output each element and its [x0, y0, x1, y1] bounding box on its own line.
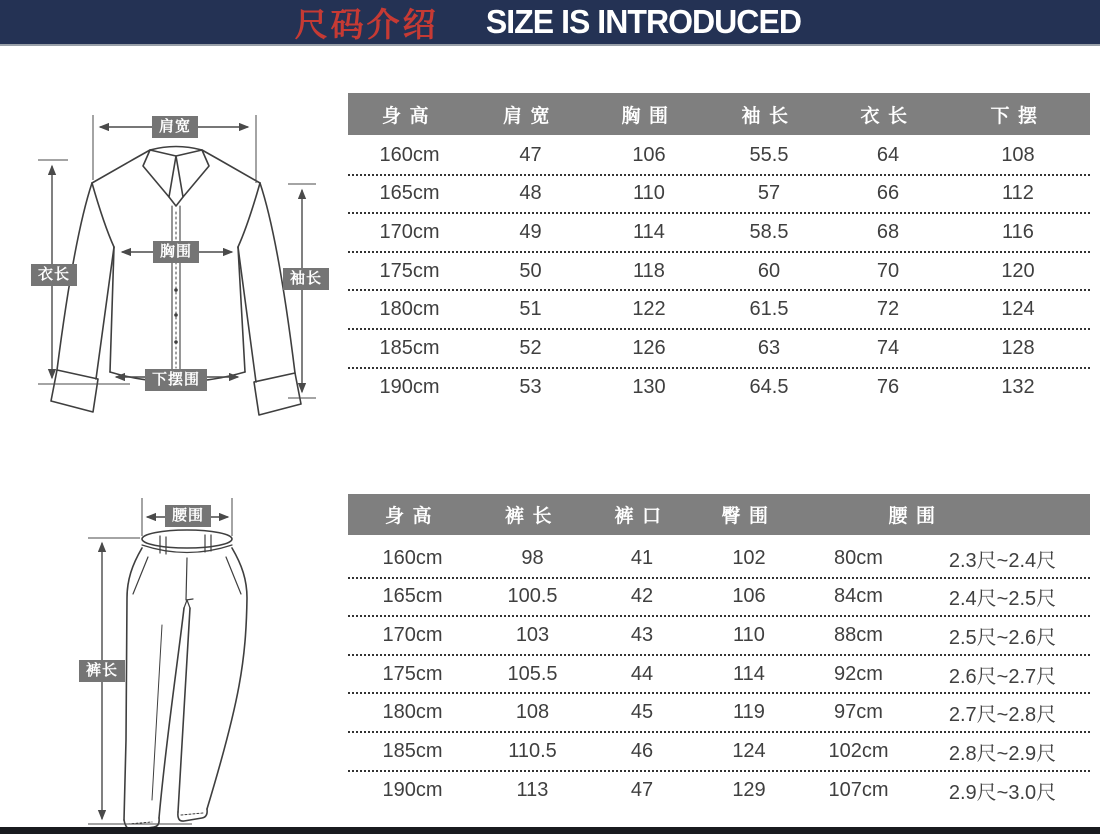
column-header-length: 衣长 [860, 105, 916, 127]
table-cell: 175cm [379, 259, 440, 282]
table-cell: 165cm [382, 585, 443, 608]
pants-table-header [348, 494, 1090, 535]
table-cell: 118 [633, 259, 665, 282]
table-cell: 46 [630, 739, 654, 762]
table-cell: 2.5尺~2.6尺 [948, 626, 1057, 649]
table-cell: 61.5 [749, 298, 789, 321]
table-cell: 110 [733, 623, 765, 646]
table-cell: 47 [630, 779, 654, 802]
table-cell: 42 [630, 585, 654, 608]
table-cell: 107cm [828, 779, 889, 802]
table-cell: 102 [732, 546, 766, 569]
table-cell: 97cm [834, 701, 883, 724]
table-cell: 105.5 [507, 662, 558, 685]
table-row [348, 176, 1090, 215]
table-cell: 52 [519, 336, 542, 359]
table-row [348, 253, 1090, 292]
table-cell: 110 [633, 182, 665, 205]
table-cell: 170cm [382, 623, 443, 646]
table-cell: 80cm [834, 546, 883, 569]
table-cell: 110.5 [508, 739, 557, 762]
table-row [348, 656, 1090, 695]
table-cell: 106 [632, 143, 666, 166]
table-cell: 48 [519, 182, 542, 205]
shirt-table-header [348, 93, 1090, 135]
table-cell: 45 [630, 701, 654, 724]
table-cell: 124 [732, 739, 766, 762]
banner-title-chinese: 尺码介绍 [294, 5, 439, 43]
table-cell: 64 [876, 143, 900, 166]
table-cell: 106 [732, 585, 766, 608]
table-cell: 185cm [382, 739, 443, 762]
table-cell: 55.5 [749, 143, 789, 166]
table-cell: 160cm [382, 546, 443, 569]
table-cell: 64.5 [749, 376, 789, 399]
pants-table-rows [348, 540, 1090, 810]
pants-size-table [348, 494, 1090, 810]
table-cell: 124 [1001, 298, 1035, 321]
table-cell: 185cm [379, 336, 440, 359]
table-row [348, 540, 1090, 579]
waist-label: 腰围 [165, 505, 211, 527]
table-row [348, 772, 1090, 811]
table-cell: 70 [876, 259, 900, 282]
table-cell: 2.8尺~2.9尺 [948, 742, 1057, 765]
table-cell: 120 [1001, 259, 1035, 282]
table-cell: 130 [632, 376, 666, 399]
table-cell: 108 [1001, 143, 1035, 166]
table-cell: 108 [515, 701, 550, 724]
table-cell: 74 [876, 336, 900, 359]
table-cell: 100.5 [507, 585, 558, 608]
table-cell: 49 [519, 220, 542, 243]
table-row [348, 694, 1090, 733]
column-header-waist: 腰围 [888, 506, 944, 527]
table-cell: 66 [876, 182, 900, 205]
column-header-chest: 胸围 [621, 105, 677, 127]
hem-label: 下摆围 [145, 369, 207, 391]
bottom-divider-bar [0, 827, 1100, 834]
table-cell: 180cm [382, 701, 443, 724]
table-cell: 2.4尺~2.5尺 [948, 588, 1057, 611]
table-cell: 98 [521, 546, 544, 569]
table-cell: 2.7尺~2.8尺 [948, 704, 1057, 727]
shirt-table-rows [348, 137, 1090, 407]
column-header-height: 身高 [381, 105, 438, 127]
table-row [348, 369, 1090, 408]
table-cell: 165cm [379, 182, 440, 205]
table-cell: 47 [519, 143, 542, 166]
table-cell: 84cm [834, 585, 883, 608]
garment-length-label: 衣长 [31, 264, 77, 286]
table-cell: 53 [519, 376, 542, 399]
table-cell: 58.5 [749, 220, 789, 243]
table-cell: 2.9尺~3.0尺 [948, 782, 1057, 805]
table-cell: 50 [519, 259, 542, 282]
shoulder-width-label: 肩宽 [152, 116, 198, 138]
table-cell: 160cm [379, 143, 440, 166]
column-header-pants-length: 裤长 [504, 506, 561, 527]
pants-length-label: 裤长 [79, 660, 125, 682]
table-row [348, 137, 1090, 176]
table-cell: 126 [632, 336, 666, 359]
table-cell: 44 [630, 662, 654, 685]
table-cell: 180cm [379, 298, 440, 321]
column-header-height: 身高 [384, 506, 441, 527]
table-cell: 102cm [828, 739, 889, 762]
table-cell: 116 [1002, 220, 1034, 243]
table-cell: 2.3尺~2.4尺 [948, 549, 1057, 572]
table-cell: 43 [630, 623, 654, 646]
column-header-hem: 下摆 [990, 105, 1046, 127]
table-cell: 190cm [382, 779, 443, 802]
table-row [348, 214, 1090, 253]
table-cell: 68 [876, 220, 900, 243]
table-cell: 2.6尺~2.7尺 [948, 665, 1057, 688]
shirt-size-table [348, 93, 1090, 407]
table-cell: 175cm [382, 662, 443, 685]
table-cell: 60 [757, 259, 781, 282]
sleeve-length-label: 袖长 [283, 268, 329, 290]
table-cell: 128 [1001, 336, 1035, 359]
table-cell: 119 [733, 701, 765, 724]
table-cell: 88cm [834, 623, 883, 646]
table-cell: 132 [1001, 376, 1035, 399]
table-cell: 122 [632, 298, 666, 321]
column-header-leg-opening: 裤口 [614, 506, 670, 527]
table-cell: 63 [757, 336, 781, 359]
table-row [348, 733, 1090, 772]
table-cell: 112 [1002, 182, 1034, 205]
column-header-shoulder: 肩宽 [502, 105, 559, 127]
table-cell: 190cm [379, 376, 440, 399]
table-cell: 103 [515, 623, 550, 646]
table-cell: 170cm [379, 220, 440, 243]
table-cell: 76 [876, 376, 900, 399]
chest-label: 胸围 [153, 241, 199, 263]
table-cell: 92cm [834, 662, 883, 685]
table-cell: 129 [732, 779, 766, 802]
table-row [348, 291, 1090, 330]
table-cell: 114 [633, 220, 665, 243]
table-cell: 57 [757, 182, 781, 205]
table-row [348, 330, 1090, 369]
table-row [348, 617, 1090, 656]
column-header-sleeve: 袖长 [741, 105, 797, 127]
table-cell: 51 [519, 298, 542, 321]
table-row [348, 579, 1090, 618]
table-cell: 72 [876, 298, 900, 321]
column-header-hip: 臀围 [721, 506, 777, 527]
table-cell: 114 [733, 662, 765, 685]
table-cell: 41 [630, 546, 654, 569]
pants-drawing [124, 530, 247, 830]
banner-title-english: SIZE IS INTRODUCED [485, 3, 801, 40]
table-cell: 113 [516, 779, 549, 802]
